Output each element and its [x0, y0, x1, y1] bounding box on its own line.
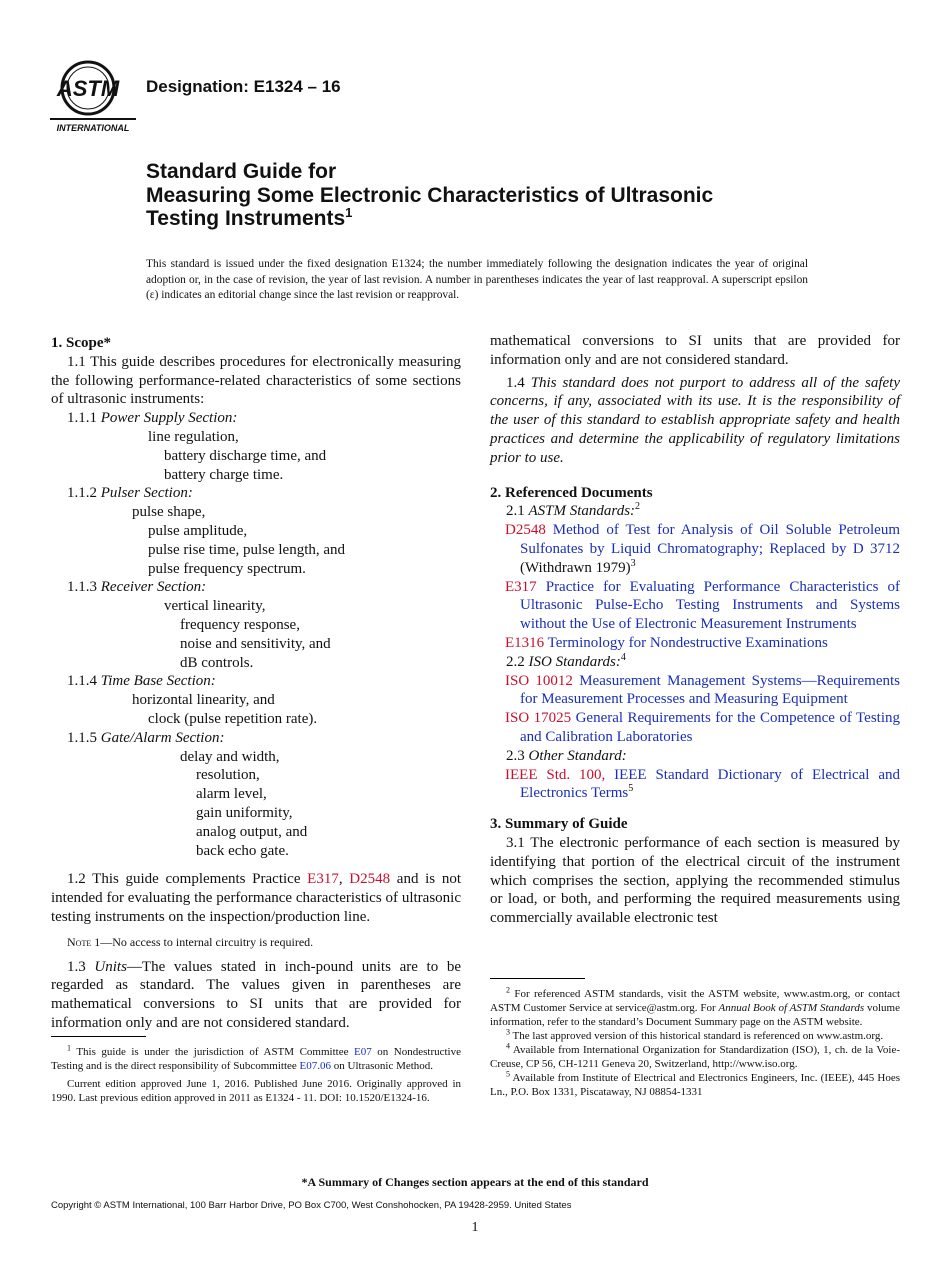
left-column — [51, 334, 461, 1033]
fn-mark: 5 — [628, 783, 634, 795]
footnote-4 — [490, 1043, 900, 1071]
fn-mark: 4 — [506, 1041, 510, 1051]
scope-1-4-text: This standard does not purport to address all of the safety concerns, if any, associated with its use. It is the responsibility of the user of this standard to establish appropriate safety and health practices and determine the applicability of regulatory limitations prior to use. — [490, 374, 901, 466]
item-line: analog output, and — [196, 823, 308, 840]
astm-logo — [50, 58, 136, 134]
fn-mark: 2 — [635, 501, 641, 513]
item-line: line regulation, — [148, 428, 239, 445]
link-d2548[interactable]: D2548 — [349, 871, 391, 888]
item-line: pulse amplitude, — [148, 522, 248, 539]
ref-e1316 — [490, 634, 900, 653]
ref-e317 — [490, 578, 900, 634]
item-line: noise and sensitivity, and — [180, 635, 331, 652]
footnote-2 — [490, 987, 900, 1029]
item-line: horizontal linearity, and — [132, 692, 275, 709]
summary-heading: 3. Summary of Guide — [490, 816, 628, 833]
scope-1-2 — [51, 870, 461, 926]
para-num: 1.3 — [67, 958, 95, 975]
fn-mark: 1 — [67, 1043, 71, 1053]
item-num: 1.1.2 — [67, 485, 97, 502]
item-line: dB controls. — [180, 654, 254, 671]
fn-text: For referenced ASTM standards, visit the ASTM website, www.astm.org, or contact ASTM Customer Service at service@astm.org. For — [490, 988, 900, 1014]
copyright: Copyright © ASTM International, 100 Barr Harbor Drive, PO Box C700, West Conshohocken, PA 19428-2959. United States — [51, 1200, 572, 1211]
ref-iso-10012 — [490, 672, 900, 710]
title-footnote-mark[interactable]: 1 — [345, 205, 353, 220]
fn-mark: 3 — [506, 1027, 510, 1037]
item-line: clock (pulse repetition rate). — [148, 710, 318, 727]
scope-1-4 — [490, 374, 900, 468]
ref-code[interactable]: IEEE Std. 100, — [505, 766, 606, 783]
note-text: 1—No access to internal circuitry is required. — [91, 934, 314, 949]
link-e317[interactable]: E317 — [307, 871, 339, 888]
ref-code[interactable]: ISO 10012 — [505, 672, 573, 689]
footnote-5 — [490, 1071, 900, 1099]
item-line: alarm level, — [196, 786, 267, 803]
item-line: pulse rise time, pulse length, and — [148, 541, 346, 558]
note-label: Note — [67, 934, 92, 949]
ref-code[interactable]: ISO 17025 — [505, 710, 572, 727]
logo-text: ASTM — [56, 76, 120, 101]
astm-standards — [490, 502, 900, 521]
item-num: 1.1.3 — [67, 579, 97, 596]
left-footnotes — [51, 1036, 461, 1105]
page-number: 1 — [471, 1220, 479, 1235]
summary-of-changes-note: *A Summary of Changes section appears at the end of this standard — [301, 1175, 649, 1189]
footnote-1 — [51, 1045, 461, 1073]
right-footnotes — [490, 978, 900, 1099]
ref-ieee-100 — [490, 766, 900, 804]
item-label: Receiver Section: — [100, 579, 207, 596]
fn-mark: 3 — [630, 557, 636, 569]
footnote-3 — [490, 1029, 900, 1043]
preamble: This standard is issued under the fixed designation E1324; the number immediately following the designation indicates the year of original adoption or, in the case of revision, the year of last revision. A number in parentheses indicates the year of last reapproval. A superscript epsilon (ε) indicates an editorial change since the last revision or reapproval. — [146, 258, 808, 301]
fn-text: Available from Institute of Electrical and Electronics Engineers, Inc. (IEEE), 445 Hoes Ln., P.O. Box 1331, Piscataway, NJ 08854-1331 — [490, 1072, 900, 1098]
fn-mark: 5 — [506, 1069, 510, 1079]
footnote-rule — [51, 1036, 146, 1037]
ref-title[interactable]: General Requirements for the Competence of Testing and Calibration Laboratories — [520, 710, 900, 745]
iso-standards — [490, 653, 900, 672]
ref-title[interactable]: Terminology for Nondestructive Examinations — [544, 634, 828, 651]
logo-subtext: INTERNATIONAL — [56, 123, 130, 133]
astm-label: ASTM Standards: — [528, 503, 636, 520]
item-num: 1.1.5 — [67, 729, 97, 746]
fn-text: on Ultrasonic Method. — [331, 1060, 434, 1072]
item-num: 1.1.1 — [67, 410, 97, 427]
ref-code[interactable]: E1316 — [505, 634, 545, 651]
note-1 — [51, 933, 461, 952]
item-line: delay and width, — [180, 748, 280, 765]
fn-text: Available from International Organization for Standardization (ISO), 1, ch. de la Voie-Creuse, CP 56, CH-1211 Geneva 20, Switzerland, http://www.iso.org. — [490, 1044, 900, 1070]
item-label: Power Supply Section: — [100, 410, 238, 427]
footnote-rule — [490, 978, 585, 979]
ref-title[interactable]: Method of Test for Analysis of Oil Soluble Petroleum Sulfonates by Liquid Chromatography; Replaced by D 3712 — [520, 522, 900, 557]
scope-item-1-1-3 — [51, 578, 461, 672]
right-column — [490, 332, 900, 928]
item-line: resolution, — [196, 767, 260, 784]
item-line: battery discharge time, and — [164, 447, 327, 464]
item-num: 1.1.4 — [67, 673, 97, 690]
item-label: Time Base Section: — [100, 673, 216, 690]
ref-iso-17025 — [490, 709, 900, 747]
other-standard — [490, 747, 900, 766]
item-label: Gate/Alarm Section: — [100, 729, 225, 746]
item-line: vertical linearity, — [164, 598, 266, 615]
fn-text: on Nondestructive Testing and is the direct responsibility of Subcommittee — [51, 1046, 461, 1072]
scope-1-2-text-b: and is not intended for evaluating the performance characteristics of ultrasonic testing instruments on the inspection/production line. — [51, 871, 461, 925]
item-line: gain uniformity, — [196, 804, 293, 821]
other-label: Other Standard: — [528, 747, 627, 764]
item-line: battery charge time. — [164, 466, 284, 483]
iso-label: ISO Standards: — [528, 653, 621, 670]
fn-text: The last approved version of this historical standard is referenced on www.astm.org. — [510, 1030, 884, 1042]
title-line-2: Measuring Some Electronic Characteristics of Ultrasonic — [146, 183, 714, 207]
item-line: pulse frequency spectrum. — [148, 560, 306, 577]
scope-item-1-1-5 — [51, 729, 461, 861]
item-line: pulse shape, — [132, 504, 206, 521]
scope-1-3 — [51, 958, 461, 1033]
page-title — [146, 160, 713, 231]
footnote-1-edition: Current edition approved June 1, 2016. Published June 2016. Originally approved in 1990. Last previous edition approved in 2011 as E1324 - 11. DOI: 10.1520/E1324-16. — [51, 1078, 461, 1104]
scope-item-1-1-1 — [51, 409, 461, 484]
scope-1-2-text: 1.2 This guide complements Practice — [67, 871, 308, 888]
units-label: Units — [94, 958, 127, 975]
ref-code[interactable]: E317 — [505, 578, 537, 595]
title-line-3-text: Testing Instruments — [146, 207, 346, 230]
para-num: 2.3 — [506, 747, 529, 764]
item-line: back echo gate. — [196, 842, 289, 859]
designation: Designation: E1324 – 16 — [146, 77, 341, 96]
scope-1-1: 1.1 This guide describes procedures for electronically measuring the following performance-related characteristics of some sections of ultrasonic instruments: — [51, 353, 461, 408]
fn-italic: Annual Book of ASTM Standards — [718, 1002, 865, 1014]
link-e07-06[interactable]: E07.06 — [299, 1060, 332, 1072]
ref-status: (Withdrawn 1979) — [520, 559, 631, 576]
scope-item-1-1-4 — [51, 672, 461, 728]
ref-title[interactable]: Practice for Evaluating Performance Characteristics of Ultrasonic Pulse-Echo Testing Instruments and Systems without the Use of Electronic Measurement Instruments — [520, 578, 900, 633]
link-e07[interactable]: E07 — [354, 1046, 372, 1058]
title-line-3 — [146, 207, 713, 231]
referenced-heading: 2. Referenced Documents — [490, 484, 653, 501]
item-line: frequency response, — [180, 616, 300, 633]
para-num: 2.1 — [506, 503, 529, 520]
scope-1-3-continued: mathematical conversions to SI units that are provided for information only and are not considered standard. — [490, 333, 900, 368]
sep: , — [338, 871, 350, 888]
scope-1-3-text: —The values stated in inch-pound units are to be regarded as standard. The values given in parentheses are mathematical conversions to SI units that are provided for information only and are not considered standard. — [51, 958, 461, 1031]
item-label: Pulser Section: — [100, 485, 193, 502]
scope-heading: 1. Scope* — [51, 335, 111, 351]
fn-mark: 4 — [620, 651, 626, 663]
para-num: 1.4 — [506, 374, 531, 391]
fn-mark: 2 — [506, 985, 510, 995]
title-line-1: Standard Guide for — [146, 160, 337, 183]
summary-3-1: 3.1 The electronic performance of each section is measured by identifying that portion of the electrical circuit of the instrument which comprises the section, applying the recommended stimulus or load, or both, and performing the required measurements using commercially available electronic test — [490, 834, 900, 927]
fn-text: volume information, refer to the standard’s Document Summary page on the ASTM website. — [490, 1002, 900, 1028]
scope-item-1-1-2 — [51, 484, 461, 578]
fn-text: This guide is under the jurisdiction of ASTM Committee — [71, 1046, 354, 1058]
para-num: 2.2 — [506, 653, 529, 670]
ref-title[interactable]: Measurement Management Systems—Requirements for Measurement Processes and Measuring Equipment — [520, 672, 900, 708]
ref-code[interactable]: D2548 — [505, 522, 546, 539]
ref-title[interactable]: IEEE Standard Dictionary of Electrical and Electronics Terms — [520, 766, 900, 802]
ref-d2548 — [490, 521, 900, 577]
